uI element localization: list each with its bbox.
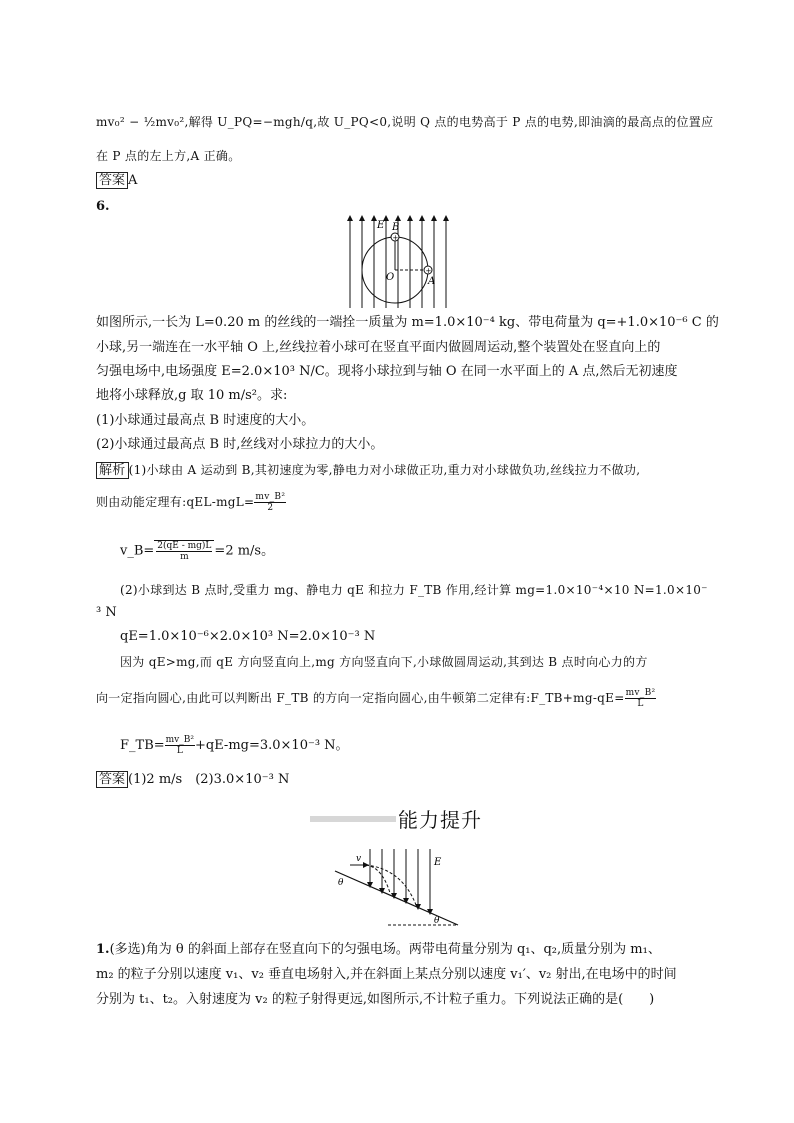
svg-text:+: + xyxy=(392,234,399,242)
analysis-line-8 xyxy=(120,735,349,756)
analysis-line-4b: ³ N xyxy=(96,605,117,620)
label-B: B xyxy=(392,222,400,233)
incline xyxy=(335,871,458,925)
frac-numerator: mv_B² xyxy=(165,735,194,745)
vb-result: =2 m/s。 xyxy=(214,543,275,559)
fraction-mvB2-over-2 xyxy=(254,492,286,513)
prev-answer xyxy=(96,171,137,191)
q6-text-4: 地将小球释放,g 取 10 m/s²。求: xyxy=(96,388,288,403)
sqrt-denominator: m xyxy=(180,552,189,562)
fraction-mvB2-over-L xyxy=(625,688,657,709)
q1-figure xyxy=(330,845,465,930)
analysis-text-2: 则由动能定理有:qEL-mgL= xyxy=(96,495,255,509)
answer-label: 答案 xyxy=(96,771,128,788)
frac-denominator: L xyxy=(176,746,183,756)
q6-figure xyxy=(340,212,460,312)
fraction-mvB2-over-L-2 xyxy=(165,735,195,756)
label-E: E xyxy=(377,220,385,231)
answer-value: (1)2 m/s (2)3.0×10⁻³ N xyxy=(128,772,290,787)
label-theta-bottom: θ xyxy=(434,916,440,926)
q6-sub-2: (2)小球通过最高点 B 时,丝线对小球拉力的大小。 xyxy=(96,437,384,452)
frac-numerator: mv_B² xyxy=(255,492,286,502)
label-O: O xyxy=(386,272,395,283)
field-lines-down xyxy=(370,849,430,912)
sqrt-expression xyxy=(154,540,214,562)
prev-solution-line-1: mv₀² − ½mv₀²,解得 U_PQ=−mgh/q,故 U_PQ<0,说明 Q 点的电势高于 P 点的电势,即油滴的最高点的位置应 xyxy=(96,115,714,129)
frac-denominator: L xyxy=(637,699,644,709)
q6-text-2: 小球,另一端连在一水平轴 O 上,丝线拉着小球可在竖直平面内做圆周运动,整个装置处在竖直向上的 xyxy=(96,340,661,355)
sqrt-fraction xyxy=(156,541,212,562)
section-title: 能力提升 xyxy=(398,808,482,832)
analysis-text-1: (1)小球由 A 运动到 B,其初速度为零,静电力对小球做正功,重力对小球做负功,丝线拉力不做功, xyxy=(128,463,641,477)
q6-sub-1: (1)小球通过最高点 B 时速度的大小。 xyxy=(96,413,315,428)
q1-text-3: 分别为 t₁、t₂。入射速度为 v₂ 的粒子射得更远,如图所示,不计粒子重力。下列说法正确的是( ) xyxy=(96,992,655,1007)
analysis-text-7: 向一定指向圆心,由此可以判断出 F_TB 的方向一定指向圆心,由牛顿第二定律有:F_TB+mg-qE= xyxy=(96,691,625,705)
q1-number: 1. xyxy=(96,942,110,957)
trajectory-2 xyxy=(366,865,416,905)
analysis-line-3 xyxy=(120,540,274,562)
question-number: 6. xyxy=(96,199,110,214)
svg-text:+: + xyxy=(425,267,432,275)
label-v: v xyxy=(356,854,362,864)
label-A: A xyxy=(428,276,436,287)
frac-numerator: mv_B² xyxy=(625,688,656,698)
analysis-line-6: 因为 qE>mg,而 qE 方向竖直向上,mg 方向竖直向下,小球做圆周运动,其到达 B 点时向心力的方 xyxy=(120,655,648,669)
q6-text-3: 匀强电场中,电场强度 E=2.0×10³ N/C。现将小球拉到与轴 O 在同一水平面上的 A 点,然后无初速度 xyxy=(96,364,678,379)
q6-answer xyxy=(96,770,289,790)
analysis-line-1 xyxy=(96,460,640,481)
label-theta-top: θ xyxy=(338,878,344,888)
analysis-line-5: qE=1.0×10⁻⁶×2.0×10³ N=2.0×10⁻³ N xyxy=(120,629,376,644)
analysis-line-4: (2)小球到达 B 点时,受重力 mg、静电力 qE 和拉力 F_TB 作用,经计算 mg=1.0×10⁻⁴×10 N=1.0×10⁻ xyxy=(120,583,708,597)
section-header-bar xyxy=(310,816,396,822)
q6-text-1: 如图所示,一长为 L=0.20 m 的丝线的一端拴一质量为 m=1.0×10⁻⁴ kg、带电荷量为 q=+1.0×10⁻⁶ C 的 xyxy=(96,315,719,330)
analysis-label: 解析 xyxy=(96,462,129,479)
analysis-line-2 xyxy=(96,492,286,513)
ftb-prefix: F_TB= xyxy=(120,738,165,753)
q1-text-1-body: (多选)角为 θ 的斜面上部存在竖直向下的匀强电场。两带电荷量分别为 q₁、q₂,质量分别为 m₁、 xyxy=(109,942,661,957)
frac-denominator: 2 xyxy=(267,503,274,513)
sqrt-numerator: 2(qE - mg)L xyxy=(157,541,212,551)
prev-solution-line-2: 在 P 点的左上方,A 正确。 xyxy=(96,149,241,163)
vb-prefix: v_B= xyxy=(120,543,155,559)
label-E2: E xyxy=(434,857,442,868)
answer-label: 答案 xyxy=(96,172,128,189)
answer-value: A xyxy=(128,173,138,188)
analysis-line-7 xyxy=(96,688,656,709)
q1-text-1 xyxy=(96,940,661,960)
q1-text-2: m₂ 的粒子分别以速度 v₁、v₂ 垂直电场射入,并在斜面上某点分别以速度 v₁′、v₂ 射出,在电场中的时间 xyxy=(96,967,677,982)
ftb-result: +qE-mg=3.0×10⁻³ N。 xyxy=(194,738,349,753)
